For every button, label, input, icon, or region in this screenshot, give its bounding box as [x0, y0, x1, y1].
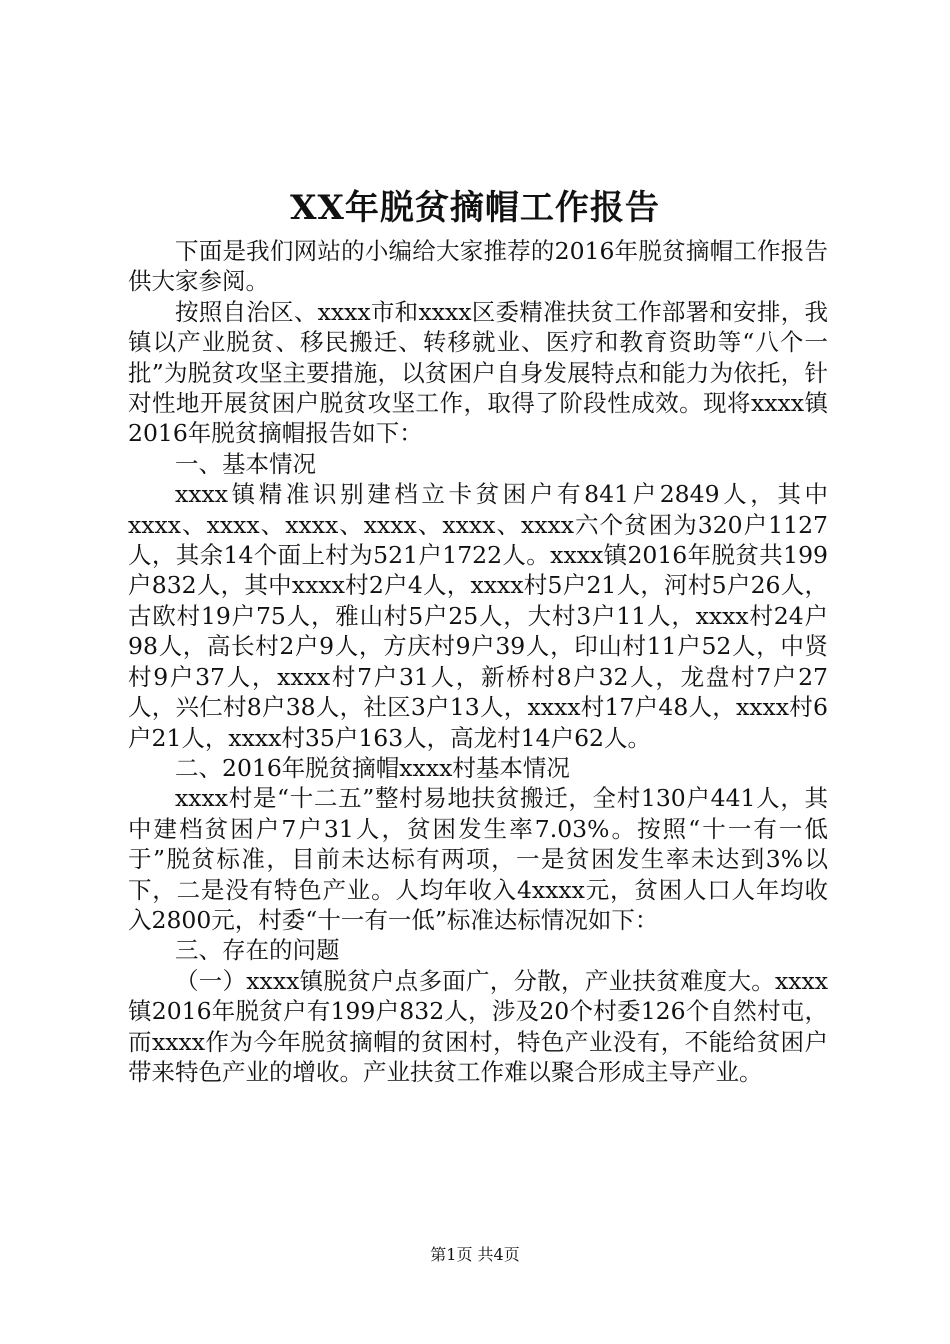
- section-heading-basic: 一、基本情况: [175, 449, 316, 478]
- document-body: [128, 236, 828, 1087]
- paragraph-village-situation: xxxx村是“十二五”整村易地扶贫搬迁，全村130户441人，其中建档贫困户7户31人，贫困发生率7.03%。按照“十一有一低于”脱贫标准，目前未达标有两项，一是贫困发生率未达到3%以下，二是没有特色产业。人均年收入4xxxx元，贫困人口人年均收入2800元，村委“十一有一低”标准达标情况如下：: [128, 784, 828, 934]
- document-title: XX年脱贫摘帽工作报告: [290, 188, 660, 228]
- paragraph-overview: 按照自治区、xxxx市和xxxx区委精准扶贫工作部署和安排，我镇以产业脱贫、移民搬迁、转移就业、医疗和教育资助等“八个一批”为脱贫攻坚主要措施，以贫困户自身发展特点和能力为依托，针对性地开展贫困户脱贫攻坚工作，取得了阶段性成效。现将xxxx镇2016年脱贫摘帽报告如下：: [128, 297, 828, 448]
- page-footer: 第1页 共4页: [430, 1245, 520, 1264]
- paragraph-intro: 下面是我们网站的小编给大家推荐的2016年脱贫摘帽工作报告供大家参阅。: [128, 237, 828, 296]
- paragraph-problem-1: （一）xxxx镇脱贫户点多面广，分散，产业扶贫难度大。xxxx镇2016年脱贫户有199户832人，涉及20个村委126个自然村屯，而xxxx作为今年脱贫摘帽的贫困村，特色产业没有，不能给贫困户带来特色产业的增收。产业扶贫工作难以聚合形成主导产业。: [128, 966, 828, 1086]
- section-heading-village: 二、2016年脱贫摘帽xxxx村基本情况: [175, 753, 570, 782]
- section-heading-problems: 三、存在的问题: [175, 936, 340, 965]
- paragraph-basic-situation: xxxx镇精准识别建档立卡贫困户有841户2849人，其中xxxx、xxxx、xxxx、xxxx、xxxx、xxxx六个贫困为320户1127人，其余14个面上村为521户1722人。xxxx镇2016年脱贫共199户832人，其中xxxx村2户4人，xxxx村5户21人，河村5户26人，古欧村19户75人，雅山村5户25人，大村3户11人，xxxx村24户98人，高长村2户9人，方庆村9户39人，印山村11户52人，中贤村9户37人，xxxx村7户31人，新桥村8户32人，龙盘村7户27人，兴仁村8户38人，社区3户13人，xxxx村17户48人，xxxx村6户21人，xxxx村35户163人，高龙村14户62人。: [128, 480, 828, 752]
